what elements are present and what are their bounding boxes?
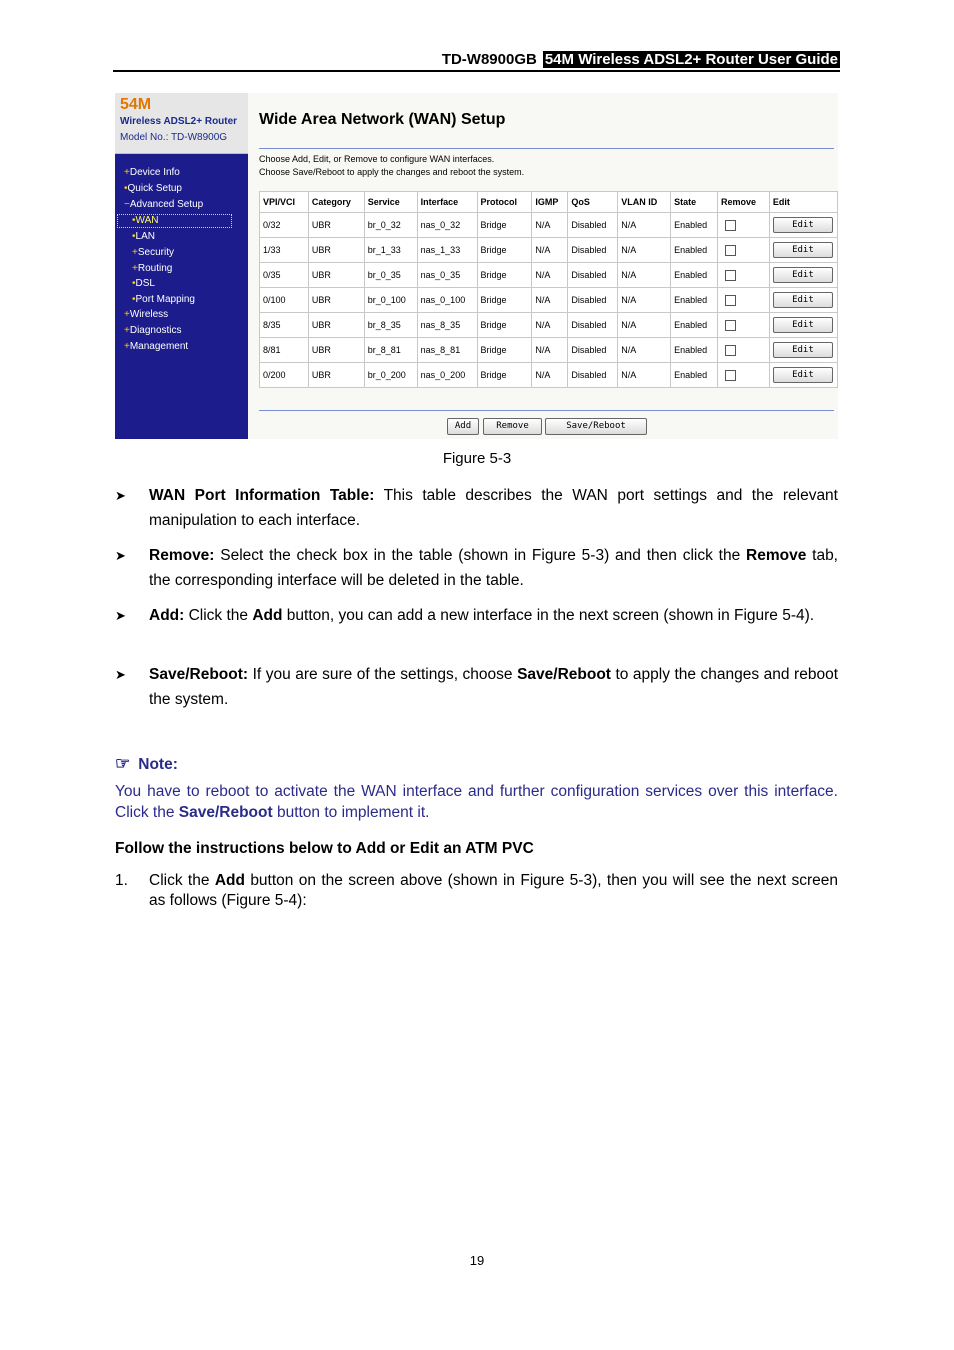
nav-item-routing[interactable]: +Routing <box>132 263 173 274</box>
wan-setup-screenshot <box>115 93 838 439</box>
cell-service: br_8_35 <box>364 313 417 338</box>
col-header-qos: QoS <box>568 192 618 213</box>
cell-qos: Disabled <box>568 238 618 263</box>
cell-igmp: N/A <box>532 313 568 338</box>
cell-state: Enabled <box>671 313 718 338</box>
step-1: 1. Click the Add button on the screen above (shown in Figure 5-3), then you will see the next screen as follows (Figure 5-4): <box>115 872 838 909</box>
cell-edit <box>769 288 837 313</box>
logo-product: Wireless ADSL2+ Router <box>120 116 238 127</box>
cell-igmp: N/A <box>532 288 568 313</box>
cell-service: br_0_200 <box>364 363 417 388</box>
cell-edit <box>769 238 837 263</box>
cell-protocol: Bridge <box>477 338 532 363</box>
bullet-arrow-icon: ➤ <box>115 608 126 623</box>
nav-item-advanced-setup[interactable]: −Advanced Setup <box>124 199 204 210</box>
remove-checkbox[interactable] <box>725 320 736 331</box>
cell-category: UBR <box>308 263 364 288</box>
cell-vpi-vci: 0/35 <box>260 263 309 288</box>
bullet-wan-port-table: ➤ WAN Port Information Table: This table describes the WAN port settings and the relevant manipulation to each interface. <box>115 483 838 533</box>
nav-item-wan[interactable]: •WAN <box>118 215 231 227</box>
cell-vpi-vci: 0/100 <box>260 288 309 313</box>
bullet-remove: ➤ Remove: Select the check box in the table (shown in Figure 5-3) and then click the Remove tab, the corresponding interface will be deleted in the table. <box>115 543 838 593</box>
nav-item-diagnostics[interactable]: +Diagnostics <box>124 325 182 336</box>
cell-vlan-id: N/A <box>618 313 671 338</box>
note-heading: ☞ Note: <box>115 754 178 773</box>
table-row <box>260 263 838 288</box>
cell-state: Enabled <box>671 363 718 388</box>
nav-item-lan[interactable]: •LAN <box>132 231 155 242</box>
cell-protocol: Bridge <box>477 363 532 388</box>
cell-igmp: N/A <box>532 238 568 263</box>
cell-state: Enabled <box>671 288 718 313</box>
cell-vpi-vci: 8/35 <box>260 313 309 338</box>
col-header-vlan-id: VLAN ID <box>618 192 671 213</box>
cell-service: br_8_81 <box>364 338 417 363</box>
cell-category: UBR <box>308 213 364 238</box>
header-guide-title: 54M Wireless ADSL2+ Router User Guide <box>544 51 838 68</box>
table-row <box>260 338 838 363</box>
cell-category: UBR <box>308 363 364 388</box>
wan-content-panel <box>248 93 838 439</box>
table-row <box>260 313 838 338</box>
cell-edit <box>769 263 837 288</box>
save-reboot-button[interactable]: Save/Reboot <box>545 418 647 435</box>
cell-interface: nas_8_35 <box>417 313 477 338</box>
cell-remove <box>718 238 770 263</box>
table-row <box>260 288 838 313</box>
cell-state: Enabled <box>671 213 718 238</box>
bullet-arrow-icon: ➤ <box>115 488 126 503</box>
page-number: 19 <box>469 1253 485 1268</box>
page-header <box>113 50 840 70</box>
router-logo <box>115 93 248 154</box>
add-button[interactable]: Add <box>447 418 479 435</box>
cell-edit <box>769 213 837 238</box>
cell-interface: nas_0_100 <box>417 288 477 313</box>
cell-protocol: Bridge <box>477 313 532 338</box>
cell-category: UBR <box>308 338 364 363</box>
col-header-service: Service <box>364 192 417 213</box>
cell-vlan-id: N/A <box>618 288 671 313</box>
remove-button[interactable]: Remove <box>483 418 542 435</box>
nav-item-quick-setup[interactable]: •Quick Setup <box>124 183 182 194</box>
table-row <box>260 363 838 388</box>
edit-button[interactable]: Edit <box>773 217 833 233</box>
wan-page-title: Wide Area Network (WAN) Setup <box>259 111 506 128</box>
cell-protocol: Bridge <box>477 238 532 263</box>
section-heading: Follow the instructions below to Add or Edit an ATM PVC <box>115 840 534 857</box>
cell-igmp: N/A <box>532 363 568 388</box>
cell-interface: nas_0_32 <box>417 213 477 238</box>
cell-state: Enabled <box>671 338 718 363</box>
table-header-row <box>260 192 838 213</box>
cell-interface: nas_1_33 <box>417 238 477 263</box>
cell-service: br_1_33 <box>364 238 417 263</box>
nav-item-management[interactable]: +Management <box>124 341 189 352</box>
cell-igmp: N/A <box>532 338 568 363</box>
cell-vlan-id: N/A <box>618 238 671 263</box>
pointing-hand-icon: ☞ <box>115 754 131 773</box>
cell-qos: Disabled <box>568 213 618 238</box>
cell-state: Enabled <box>671 263 718 288</box>
logo-brand: 54M <box>120 96 152 113</box>
cell-remove <box>718 213 770 238</box>
cell-protocol: Bridge <box>477 213 532 238</box>
step-number: 1. <box>115 872 128 889</box>
bullet-add: ➤ Add: Click the Add button, you can add a new interface in the next screen (shown in Figure 5-4). <box>115 603 838 628</box>
col-header-protocol: Protocol <box>477 192 532 213</box>
cell-vlan-id: N/A <box>618 363 671 388</box>
remove-checkbox[interactable] <box>725 295 736 306</box>
table-row <box>260 213 838 238</box>
cell-remove <box>718 338 770 363</box>
cell-qos: Disabled <box>568 288 618 313</box>
remove-checkbox[interactable] <box>725 270 736 281</box>
cell-service: br_0_35 <box>364 263 417 288</box>
cell-vlan-id: N/A <box>618 338 671 363</box>
note-text: You have to reboot to activate the WAN interface and further configuration services over this interface. Click the Save/Reboot button to implement it. <box>115 783 838 821</box>
cell-remove <box>718 263 770 288</box>
bullet-arrow-icon: ➤ <box>115 667 126 682</box>
cell-edit <box>769 338 837 363</box>
col-header-state: State <box>671 192 718 213</box>
cell-protocol: Bridge <box>477 288 532 313</box>
nav-item-port-mapping[interactable]: •Port Mapping <box>132 294 195 305</box>
bullet-arrow-icon: ➤ <box>115 548 126 563</box>
cell-igmp: N/A <box>532 213 568 238</box>
header-model: TD-W8900GB <box>441 51 537 68</box>
cell-interface: nas_0_200 <box>417 363 477 388</box>
col-header-vpi-vci: VPI/VCI <box>260 192 309 213</box>
cell-remove <box>718 363 770 388</box>
cell-category: UBR <box>308 288 364 313</box>
edit-button[interactable]: Edit <box>773 292 833 308</box>
nav-item-security[interactable]: +Security <box>132 247 174 258</box>
col-header-interface: Interface <box>417 192 477 213</box>
cell-vpi-vci: 1/33 <box>260 238 309 263</box>
cell-interface: nas_0_35 <box>417 263 477 288</box>
table-divider <box>259 410 834 411</box>
cell-remove <box>718 288 770 313</box>
cell-edit <box>769 313 837 338</box>
col-header-edit: Edit <box>769 192 837 213</box>
instruction-line-2: Choose Save/Reboot to apply the changes and reboot the system. <box>259 167 525 177</box>
instruction-line-1: Choose Add, Edit, or Remove to configure WAN interfaces. <box>259 154 495 164</box>
cell-edit <box>769 363 837 388</box>
table-row <box>260 238 838 263</box>
edit-button[interactable]: Edit <box>773 242 833 258</box>
cell-igmp: N/A <box>532 263 568 288</box>
logo-model-number: Model No.: TD-W8900G <box>120 132 228 143</box>
cell-state: Enabled <box>671 238 718 263</box>
table-body <box>260 213 838 388</box>
cell-vlan-id: N/A <box>618 213 671 238</box>
cell-category: UBR <box>308 313 364 338</box>
wan-interfaces-table <box>259 191 838 388</box>
cell-vpi-vci: 0/32 <box>260 213 309 238</box>
cell-service: br_0_100 <box>364 288 417 313</box>
nav-item-wireless[interactable]: +Wireless <box>124 309 169 320</box>
figure-caption: Figure 5-3 <box>442 450 512 467</box>
cell-interface: nas_8_81 <box>417 338 477 363</box>
col-header-igmp: IGMP <box>532 192 568 213</box>
cell-vpi-vci: 8/81 <box>260 338 309 363</box>
edit-button[interactable]: Edit <box>773 267 833 283</box>
edit-button[interactable]: Edit <box>773 342 833 358</box>
edit-button[interactable]: Edit <box>773 367 833 383</box>
header-rule <box>113 70 840 72</box>
cell-remove <box>718 313 770 338</box>
nav-item-device-info[interactable]: +Device Info <box>124 167 180 178</box>
cell-vlan-id: N/A <box>618 263 671 288</box>
nav-item-dsl[interactable]: •DSL <box>132 278 155 289</box>
col-header-remove: Remove <box>718 192 770 213</box>
title-divider <box>259 148 834 149</box>
col-header-category: Category <box>308 192 364 213</box>
cell-qos: Disabled <box>568 363 618 388</box>
cell-service: br_0_32 <box>364 213 417 238</box>
edit-button[interactable]: Edit <box>773 317 833 333</box>
cell-category: UBR <box>308 238 364 263</box>
remove-checkbox[interactable] <box>725 345 736 356</box>
remove-checkbox[interactable] <box>725 245 736 256</box>
side-nav <box>115 154 248 439</box>
cell-qos: Disabled <box>568 263 618 288</box>
cell-qos: Disabled <box>568 313 618 338</box>
cell-vpi-vci: 0/200 <box>260 363 309 388</box>
remove-checkbox[interactable] <box>725 370 736 381</box>
cell-protocol: Bridge <box>477 263 532 288</box>
bullet-save-reboot: ➤ Save/Reboot: If you are sure of the settings, choose Save/Reboot to apply the changes and reboot the system. <box>115 662 838 712</box>
remove-checkbox[interactable] <box>725 220 736 231</box>
cell-qos: Disabled <box>568 338 618 363</box>
